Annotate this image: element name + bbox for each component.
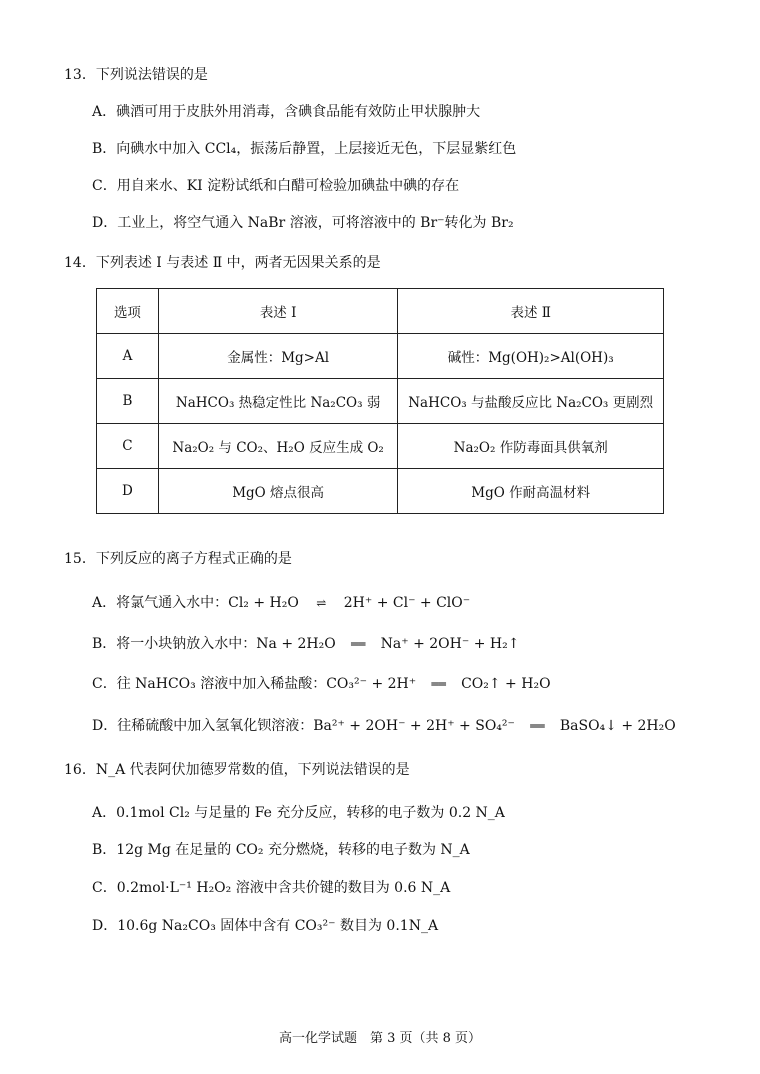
reversible-arrow: ⇌ xyxy=(316,596,327,610)
table-cell: A xyxy=(97,334,159,379)
table-row xyxy=(97,334,664,379)
question-16-option-b: B．12g Mg 在足量的 CO₂ 充分燃烧，转移的电子数为 N_A xyxy=(92,842,470,858)
table-cell: NaHCO₃ 热稳定性比 Na₂CO₃ 弱 xyxy=(158,379,398,424)
equation-lhs: B．将一小块钠放入水中：Na + 2H₂O xyxy=(92,636,336,652)
equation-lhs: C．往 NaHCO₃ 溶液中加入稀盐酸：CO₃²⁻ + 2H⁺ xyxy=(92,676,417,692)
question-16-option-a: A．0.1mol Cl₂ 与足量的 Fe 充分反应，转移的电子数为 0.2 N_A xyxy=(92,805,505,821)
table-cell: MgO 熔点很高 xyxy=(158,469,398,514)
question-15-stem: 15．下列反应的离子方程式正确的是 xyxy=(64,551,292,567)
table-cell: 碱性：Mg(OH)₂>Al(OH)₃ xyxy=(398,334,664,379)
page-footer: 高一化学试题 第 3 页（共 8 页） xyxy=(278,1031,482,1046)
table-header-statement-1: 表述 Ⅰ xyxy=(158,289,398,334)
equation-rhs: CO₂↑ + H₂O xyxy=(461,676,551,692)
question-13-option-d: D．工业上，将空气通入 NaBr 溶液，可将溶液中的 Br⁻转化为 Br₂ xyxy=(92,215,514,231)
equation-rhs: Na⁺ + 2OH⁻ + H₂↑ xyxy=(380,636,520,652)
question-15-option-d xyxy=(92,715,676,735)
table-cell: MgO 作耐高温材料 xyxy=(398,469,664,514)
table-row xyxy=(97,379,664,424)
table-cell: D xyxy=(97,469,159,514)
question-16-option-c: C．0.2mol·L⁻¹ H₂O₂ 溶液中含共价键的数目为 0.6 N_A xyxy=(92,880,451,896)
table-header-row xyxy=(97,289,664,334)
question-16-stem: 16．N_A 代表阿伏加德罗常数的值，下列说法错误的是 xyxy=(64,762,410,778)
table-cell: Na₂O₂ 与 CO₂、H₂O 反应生成 O₂ xyxy=(158,424,398,469)
question-15-option-c xyxy=(92,673,551,693)
question-15-option-b xyxy=(92,633,519,653)
question-13-option-b: B．向碘水中加入 CCl₄，振荡后静置，上层接近无色，下层显紫红色 xyxy=(92,141,517,157)
equals-sign: ══ xyxy=(530,719,545,733)
table-cell: C xyxy=(97,424,159,469)
question-16-option-d: D．10.6g Na₂CO₃ 固体中含有 CO₃²⁻ 数目为 0.1N_A xyxy=(92,918,439,934)
question-14-stem: 14．下列表述 Ⅰ 与表述 Ⅱ 中，两者无因果关系的是 xyxy=(64,255,381,271)
equation-lhs: D．往稀硫酸中加入氢氧化钡溶液：Ba²⁺ + 2OH⁻ + 2H⁺ + SO₄²⁻ xyxy=(92,718,515,734)
equals-sign: ══ xyxy=(350,637,366,651)
question-13-option-c: C．用自来水、KI 淀粉试纸和白醋可检验加碘盐中碘的存在 xyxy=(92,178,460,194)
table-cell: Na₂O₂ 作防毒面具供氧剂 xyxy=(398,424,664,469)
equals-sign: ══ xyxy=(431,677,446,691)
table-row xyxy=(97,469,664,514)
table-cell: NaHCO₃ 与盐酸反应比 Na₂CO₃ 更剧烈 xyxy=(398,379,664,424)
equation-lhs: A．将氯气通入水中：Cl₂ + H₂O xyxy=(92,595,299,611)
comparison-table xyxy=(96,288,664,514)
table-row xyxy=(97,424,664,469)
question-13-option-a: A．碘酒可用于皮肤外用消毒，含碘食品能有效防止甲状腺肿大 xyxy=(92,104,481,120)
equation-rhs: 2H⁺ + Cl⁻ + ClO⁻ xyxy=(343,595,471,611)
table-cell: B xyxy=(97,379,159,424)
table-header-option: 选项 xyxy=(97,289,159,334)
table-cell: 金属性：Mg>Al xyxy=(158,334,398,379)
question-15-option-a xyxy=(92,592,470,612)
table-header-statement-2: 表述 Ⅱ xyxy=(398,289,664,334)
equation-rhs: BaSO₄↓ + 2H₂O xyxy=(559,718,676,734)
question-13-stem: 13．下列说法错误的是 xyxy=(64,67,208,83)
